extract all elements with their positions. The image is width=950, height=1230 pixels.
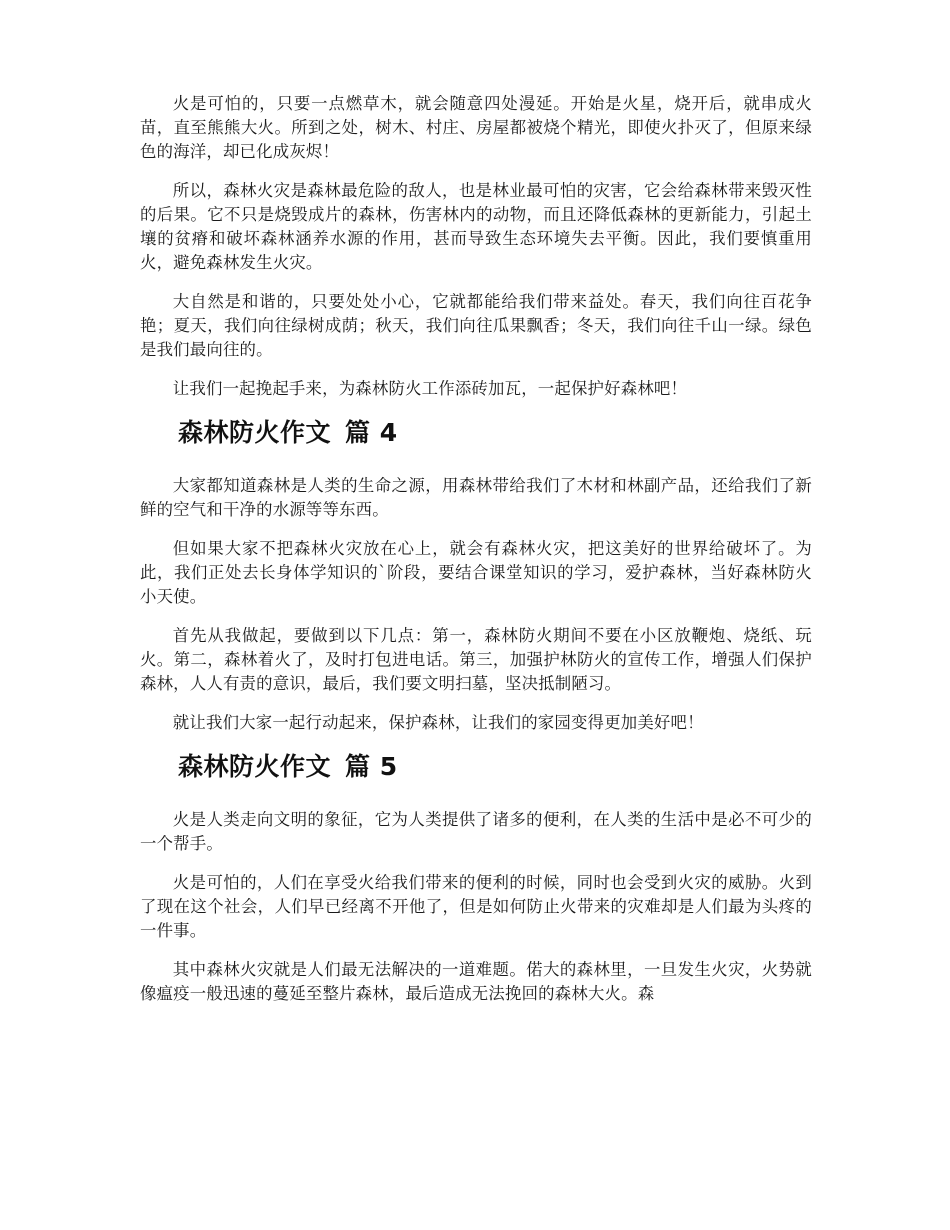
heading-number: 篇 4 — [345, 418, 398, 447]
section-heading-4 — [178, 416, 812, 450]
document-page — [140, 92, 812, 1021]
paragraph: 大自然是和谐的，只要处处小心，它就都能给我们带来益处。春天，我们向往百花争艳；夏天，我们向往绿树成荫；秋天，我们向往瓜果飘香；冬天，我们向往千山一绿。绿色是我们最向往的。 — [140, 292, 812, 359]
section-heading-5 — [178, 750, 812, 784]
paragraph: 就让我们大家一起行动起来，保护森林，让我们的家园变得更加美好吧！ — [172, 713, 704, 732]
paragraph: 其中森林火灾就是人们最无法解决的一道难题。偌大的森林里，一旦发生火灾，火势就像瘟疫一般迅速的蔓延至整片森林，最后造成无法挽回的森林大火。森 — [140, 960, 812, 1003]
paragraph: 火是可怕的，人们在享受火给我们带来的便利的时候，同时也会受到火灾的威胁。火到了现在这个社会，人们早已经离不开他了，但是如何防止火带来的灾难却是人们最为头疼的一件事。 — [140, 873, 812, 940]
paragraph: 但如果大家不把森林火灾放在心上，就会有森林火灾，把这美好的世界给破坏了。为此，我们正处去长身体学知识的`阶段，要结合课堂知识的学习，爱护森林，当好森林防火小天使。 — [140, 539, 812, 606]
heading-number: 篇 5 — [345, 752, 398, 781]
heading-title: 森林防火作文 — [178, 418, 332, 447]
paragraph: 火是人类走向文明的象征，它为人类提供了诸多的便利，在人类的生活中是必不可少的一个帮手。 — [140, 810, 812, 853]
paragraph: 大家都知道森林是人类的生命之源，用森林带给我们了木材和林副产品，还给我们了新鲜的空气和干净的水源等等东西。 — [140, 476, 812, 519]
paragraph: 首先从我做起，要做到以下几点：第一，森林防火期间不要在小区放鞭炮、烧纸、玩火。第二，森林着火了，及时打包进电话。第三，加强护林防火的宣传工作，增强人们保护森林，人人有责的意识，最后，我们要文明扫墓，坚决抵制陋习。 — [140, 626, 812, 693]
paragraph: 火是可怕的，只要一点燃草木，就会随意四处漫延。开始是火星，烧开后，就串成火苗，直至熊熊大火。所到之处，树木、村庄、房屋都被烧个精光，即使火扑灭了，但原来绿色的海洋，却已化成灰烬！ — [140, 94, 812, 161]
paragraph: 让我们一起挽起手来，为森林防火工作添砖加瓦，一起保护好森林吧！ — [172, 379, 688, 398]
heading-title: 森林防火作文 — [178, 752, 332, 781]
paragraph: 所以，森林火灾是森林最危险的敌人，也是林业最可怕的灾害，它会给森林带来毁灭性的后果。它不只是烧毁成片的森林，伤害林内的动物，而且还降低森林的更新能力，引起土壤的贫瘠和破坏森林涵养水源的作用，甚而导致生态环境失去平衡。因此，我们要慎重用火，避免森林发生火灾。 — [140, 181, 812, 272]
